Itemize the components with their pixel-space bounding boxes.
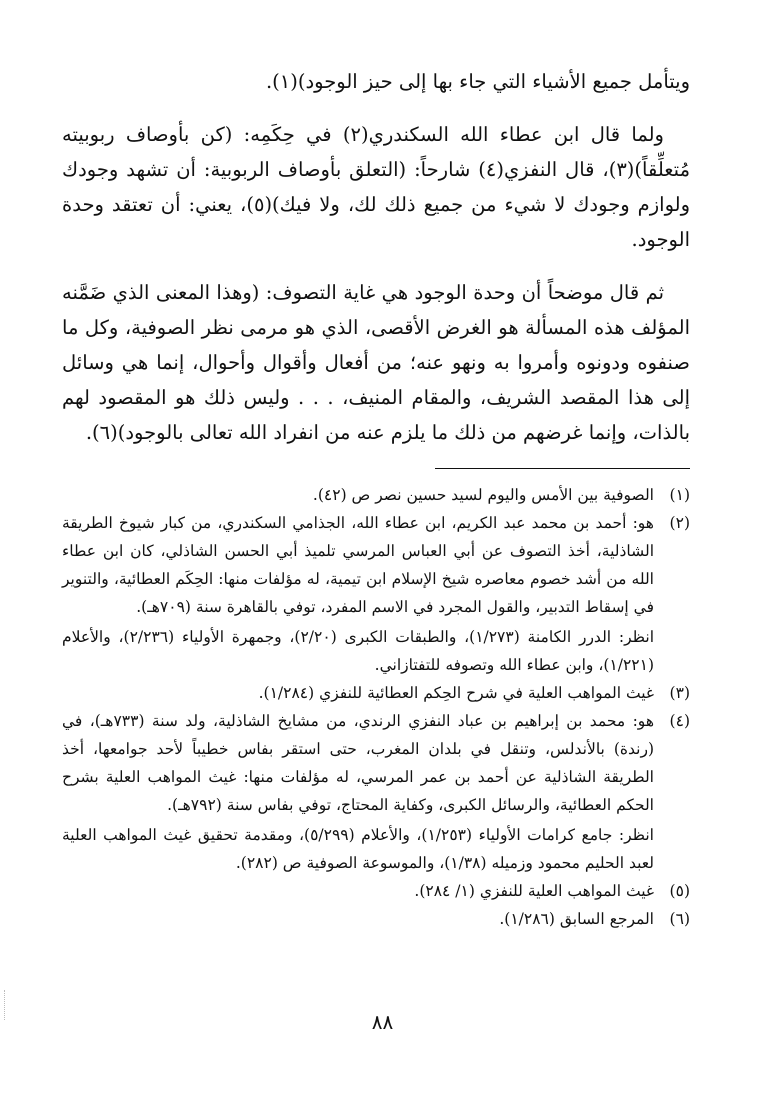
paragraph-3: ثم قال موضحاً أن وحدة الوجود هي غاية التصوف: (وهذا المعنى الذي ضَمَّنه المؤلف هذه المسألة هو الغرض الأقصى، الذي هو مرمى نظر الصوفية، وكل ما صنفوه ودونوه وأمروا به ونهو عنه؛ من أفعال وأقوال وأحوال، إنما هي وسائل إلى هذا المقصد الشريف، والمقام المنيف، . . . وليس ذلك هو المقصود لهم بالذات، وإنما غرضهم من ذلك ما يلزم عنه من انفراد الله تعالى بالوجود)(٦). [62,281,690,444]
footnote-3 [62,679,690,707]
footnote-1 [62,481,690,509]
footnote-text: غيث المواهب العلية للنفزي (١/ ٢٨٤). [414,882,654,900]
footnote-4-references: انظر: جامع كرامات الأولياء (١/٢٥٣)، والأعلام (٥/٢٩٩)، ومقدمة تحقيق غيث المواهب العلية لعبد الحليم محمود وزميله (١/٣٨)، والموسوعة الصوفية ص (٢٨٢). [62,826,654,872]
footnote-2 [62,509,690,621]
footnote-text: هو: محمد بن إبراهيم بن عباد النفزي الرندي، من مشايخ الشاذلية، ولد سنة (٧٣٣هـ)، في (رندة) بالأندلس، وتنقل في بلدان المغرب، حتى استقر بفاس خطيباً لأحد جوامعها، أخذ الطريقة الشاذلية عن أحمد بن عمر المرسي، له مؤلفات منها: غيث المواهب العلية بشرح الحكم العطائية، والرسائل الكبرى، وكفاية المحتاج، توفي بفاس سنة (٧٩٢هـ). [62,712,654,814]
footnote-number: (١) [669,486,690,504]
scan-edge-mark [4,990,7,1020]
footnote-6 [62,905,690,933]
footnote-divider [435,468,690,469]
footnote-4 [62,707,690,819]
footnote-2-references: انظر: الدرر الكامنة (١/٢٧٣)، والطبقات الكبرى (٢/٢٠)، وجمهرة الأولياء (٢/٢٣٦)، والأعلام (١/٢٢١)، وابن عطاء الله وتصوفه للتفتازاني. [62,628,654,674]
footnote-text: غيث المواهب العلية في شرح الحِكم العطائية للنفزي (١/٢٨٤). [258,684,654,702]
footnote-text: الصوفية بين الأمس واليوم لسيد حسين نصر ص (٤٢). [312,486,654,504]
footnote-number: (٣) [669,684,690,702]
footnote-number: (٥) [669,882,690,900]
footnote-number: (٤) [669,712,690,730]
paragraph-1: ويتأمل جميع الأشياء التي جاء بها إلى حيز الوجود)(١). [265,70,690,93]
page-body [62,64,690,933]
footnote-number: (٢) [669,514,690,532]
footnote-number: (٦) [669,910,690,928]
footnotes [62,481,690,933]
footnote-5 [62,877,690,905]
page-number: ٨٨ [371,1010,394,1034]
footnote-text: المرجع السابق (١/٢٨٦). [499,910,654,928]
paragraph-2: ولما قال ابن عطاء الله السكندري(٢) في حِكَمِه: (كن بأوصاف ربوبيته مُتعلِّقاً)(٣)، قال النفزي(٤) شارحاً: (التعلق بأوصاف الربوبية: أن تشهد وجودك ولوازم وجودك لا شيء من جميع ذلك لك، ولا فيك)(٥)، يعني: أن تعتقد وحدة الوجود. [62,123,691,251]
footnote-text: هو: أحمد بن محمد عبد الكريم، ابن عطاء الله، الجذامي السكندري، من كبار شيوخ الطريقة الشاذلية، أخذ التصوف عن أبي العباس المرسي تلميذ أبي الحسن الشاذلي، كان ابن عطاء الله من أشد خصوم معاصره شيخ الإسلام ابن تيمية، له مؤلفات منها: الحِكَم العطائية، والتنوير في إسقاط التدبير، والقول المجرد في الاسم المفرد، توفي بالقاهرة سنة (٧٠٩هـ). [62,514,654,616]
